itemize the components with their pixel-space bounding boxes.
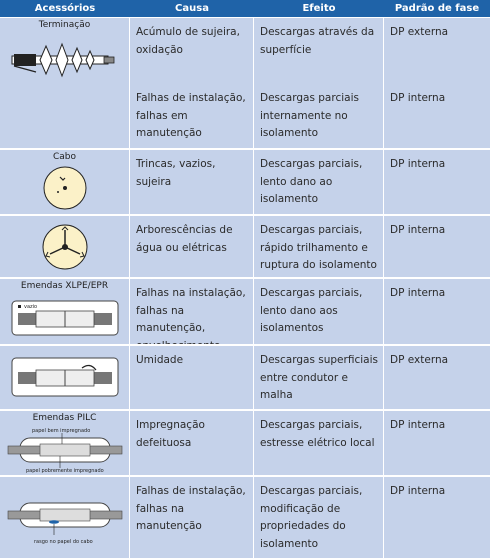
padrao-text: DP interna [390,287,446,299]
termination-diagram [0,34,130,84]
header-causa: Causa [175,3,209,14]
header-padrao: Padrão de fase [394,3,480,14]
accessory-cell [0,411,130,476]
pilc-joint-tear-diagram [0,487,130,553]
efeito-text: Descargas superficiais entre condutor e malha [260,354,378,401]
padrao-text: DP externa [390,354,449,366]
accessory-label: Emendas XLPE/EPR [20,281,109,291]
table-row [0,216,490,278]
accessory-cell [0,84,130,150]
causa-text: Falhas de instalação, falhas na manutenção [136,485,246,532]
accessory-label: Emendas PILC [32,413,97,423]
padrao-text: DP interna [390,419,446,431]
accessory-cell [0,150,130,214]
papel-bem-label: papel bem impregnado [32,428,91,434]
efeito-text: Descargas parciais, modificação de propriedades do isolamento [260,485,363,550]
causa-text: Arborescências de água ou elétricas [136,224,233,254]
table-row [0,346,490,410]
papel-pobre-label: papel pobremente impregnado [26,468,104,474]
causa-text: Acúmulo de sujeira, oxidação [136,26,240,56]
efeito-text: Descargas parciais, estresse elétrico local [260,419,375,449]
padrao-text: DP externa [390,26,449,38]
accessory-cell [0,18,130,84]
header-efeito: Efeito [302,3,336,14]
padrao-text: DP interna [390,485,446,497]
efeito-text: Descargas parciais, lento dano aos isolamentos [260,287,363,334]
accessory-label: Terminação [38,20,91,30]
pilc-joint-impregnation-diagram [0,424,130,476]
cable-crack-diagram [0,164,130,212]
causa-text: Falhas de instalação, falhas em manutenção [136,92,246,139]
table-row [0,18,490,84]
xlpe-joint-moisture-diagram [0,350,130,404]
header-acessorios: Acessórios [34,3,96,14]
accessory-cell [0,477,130,558]
padrao-text: DP interna [390,158,446,170]
padrao-text: DP interna [390,92,446,104]
padrao-text: DP interna [390,224,446,236]
xlpe-joint-void-diagram [0,293,130,343]
efeito-text: Descargas parciais, lento dano ao isolamento [260,158,363,205]
table-row [0,150,490,214]
causa-text: Impregnação defeituosa [136,419,205,449]
cable-tree-diagram [0,218,130,276]
table-row [0,84,490,150]
vazio-label: vazio [24,304,38,310]
rasgo-label: rasgo no papel do cabo [34,539,93,545]
causa-text: Umidade [136,354,184,366]
table-header [0,0,490,17]
efeito-text: Descargas parciais internamente no isolamento [260,92,359,139]
accessory-cell [0,279,130,345]
table-row [0,411,490,476]
accessory-cell [0,216,130,278]
accessory-label: Cabo [52,152,77,162]
efeito-text: Descargas através da superfície [260,26,375,56]
causa-text: Falhas na instalação, falhas na manutenção, [136,287,246,334]
causa-text: Trincas, vazios, sujeira [136,158,216,188]
efeito-text: Descargas parciais, rápido trilhamento e ruptura do isolamento [260,224,377,271]
table-row [0,279,490,345]
accessory-cell [0,346,130,410]
table-row [0,477,490,558]
